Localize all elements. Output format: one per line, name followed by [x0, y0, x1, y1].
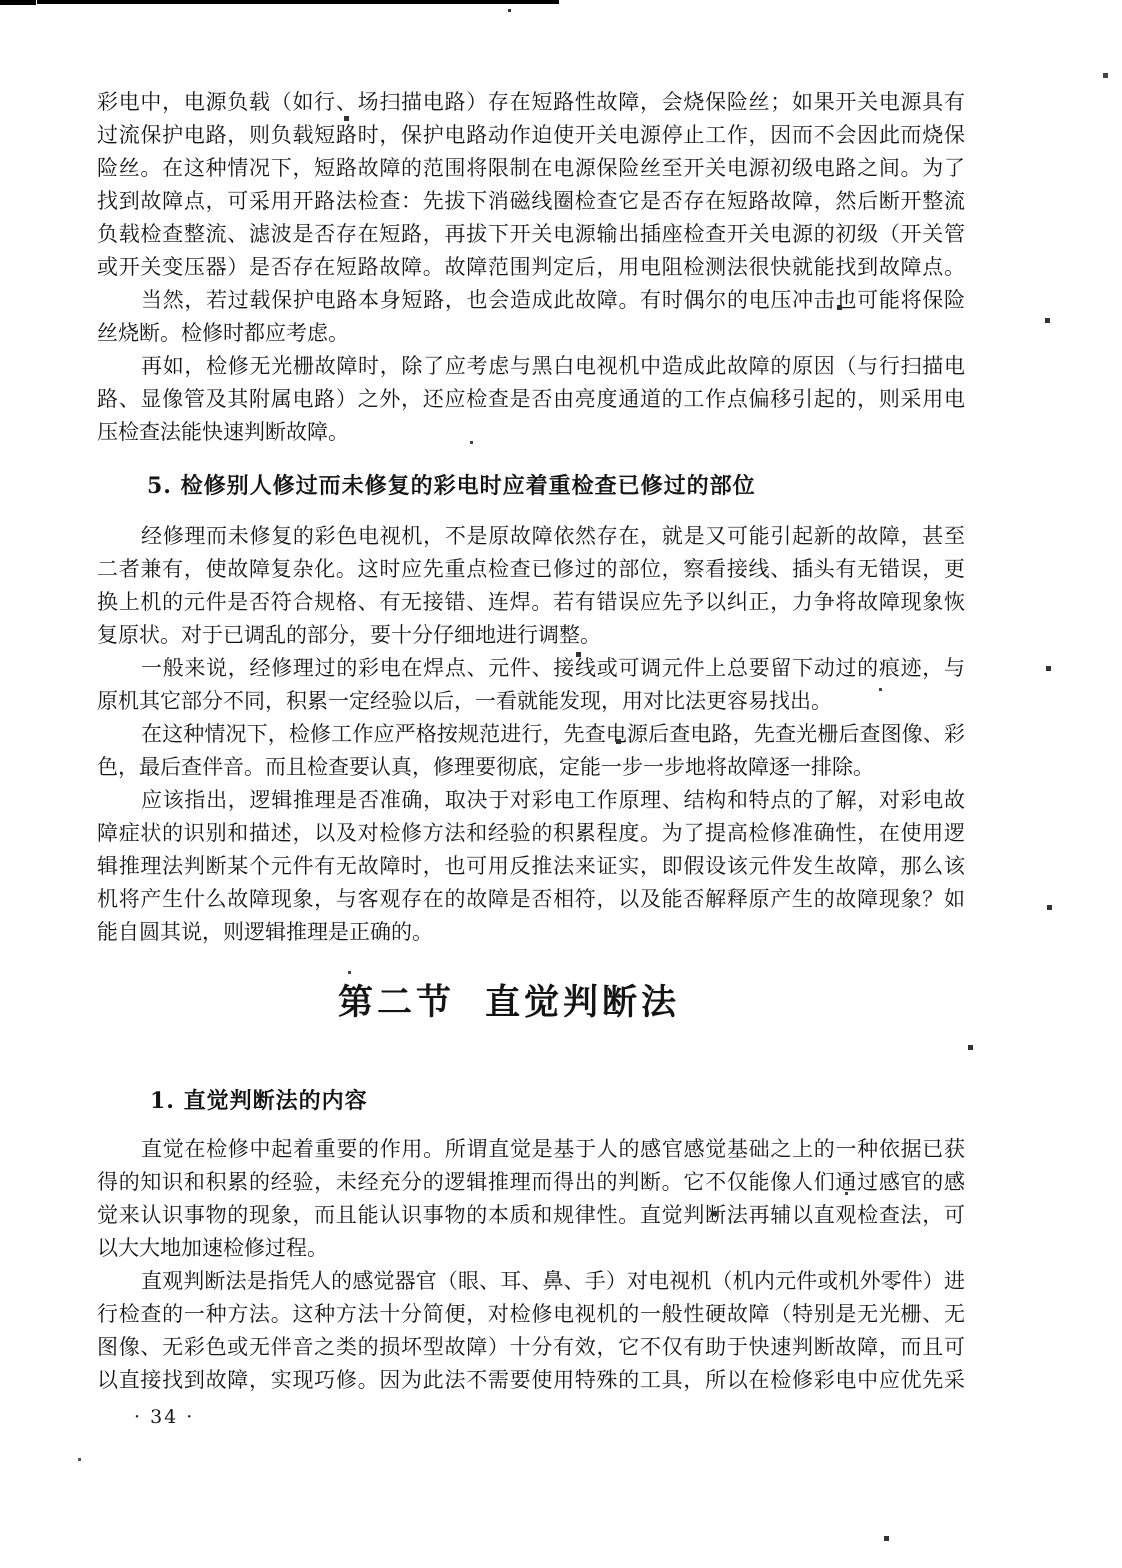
text-line: 一般来说，经修理过的彩电在焊点、元件、接线或可调元件上总要留下动过的痕迹，与 — [141, 656, 965, 680]
text-line: 觉来认识事物的现象，而且能认识事物的本质和规律性。直觉判断法再辅以直观检查法，可 — [97, 1203, 965, 1227]
paragraph — [97, 284, 965, 350]
text-flow — [97, 86, 965, 1397]
text-line: 压检查法能快速判断故障。 — [97, 420, 349, 444]
text-line: 丝烧断。检修时都应考虑。 — [97, 321, 349, 345]
section-title-number: 第二节 — [337, 982, 455, 1023]
text-line: 或开关变压器）是否存在短路故障。故障范围判定后，用电阻检测法很快就能找到故障点。 — [97, 255, 965, 279]
text-line: 直觉在检修中起着重要的作用。所谓直觉是基于人的感官感觉基础之上的一种依据已获 — [141, 1137, 965, 1161]
text-line: 应该指出，逻辑推理是否准确，取决于对彩电工作原理、结构和特点的了解，对彩电故 — [141, 788, 965, 812]
text-line: 色，最后查伴音。而且检查要认真，修理要彻底，定能一步一步地将故障逐一排除。 — [97, 755, 874, 779]
text-line: 得的知识和积累的经验，未经充分的逻辑推理而得出的判断。它不仅能像人们通过感官的感 — [97, 1170, 965, 1194]
text-line: 图像、无彩色或无伴音之类的损坏型故障）十分有效，它不仅有助于快速判断故障，而且可 — [97, 1335, 965, 1359]
text-line: 以大大地加速检修过程。 — [97, 1236, 328, 1260]
text-line: 负载检查整流、滤波是否存在短路，再拔下开关电源输出插座检查开关电源的初级（开关管 — [97, 222, 965, 246]
scan-edge-mark — [37, 0, 213, 4]
scan-noise — [0, 0, 3, 3]
text-line: 机将产生什么故障现象，与客观存在的故障是否相符，以及能否解释原产生的故障现象？如 — [97, 887, 965, 911]
paragraph — [97, 652, 965, 718]
numbered-heading: 5. 检修别人修过而未修复的彩电时应着重检查已修过的部位 — [147, 473, 756, 499]
page-number: · 34 · — [134, 1406, 195, 1428]
text-line: 换上机的元件是否符合规格、有无接错、连焊。若有错误应先予以纠正，力争将故障现象恢 — [97, 590, 965, 614]
text-line: 再如，检修无光栅故障时，除了应考虑与黑白电视机中造成此故障的原因（与行扫描电 — [141, 354, 965, 378]
paragraph — [97, 350, 965, 449]
scan-edge-mark — [213, 0, 394, 4]
text-line: 险丝。在这种情况下，短路故障的范围将限制在电源保险丝至开关电源初级电路之间。为了 — [97, 156, 965, 180]
paragraph — [97, 784, 965, 949]
text-line: 行检查的一种方法。这种方法十分简便，对检修电视机的一般性硬故障（特别是无光栅、无 — [97, 1302, 965, 1326]
paragraph — [97, 86, 965, 284]
text-line: 辑推理法判断某个元件有无故障时，也可用反推法来证实，即假设该元件发生故障，那么该 — [97, 854, 965, 878]
paragraph — [97, 520, 965, 652]
text-line: 原机其它部分不同，积累一定经验以后，一看就能发现，用对比法更容易找出。 — [97, 689, 832, 713]
scan-edge-mark — [0, 0, 36, 5]
text-line: 彩电中，电源负载（如行、场扫描电路）存在短路性故障，会烧保险丝；如果开关电源具有 — [97, 90, 965, 114]
text-line: 障症状的识别和描述，以及对检修方法和经验的积累程度。为了提高检修准确性，在使用逻 — [97, 821, 965, 845]
text-line: 经修理而未修复的彩色电视机，不是原故障依然存在，就是又可能引起新的故障，甚至 — [141, 524, 965, 548]
text-line: 路、显像管及其附属电路）之外，还应检查是否由亮度通道的工作点偏移引起的，则采用电 — [97, 387, 965, 411]
text-line: 以直接找到故障，实现巧修。因为此法不需要使用特殊的工具，所以在检修彩电中应优先采 — [97, 1368, 965, 1392]
section-title-text: 直觉判断法 — [485, 982, 681, 1023]
text-line: 在这种情况下，检修工作应严格按规范进行，先查电源后查电路，先查光栅后查图像、彩 — [141, 722, 965, 746]
text-line: 能自圆其说，则逻辑推理是正确的。 — [97, 920, 433, 944]
text-line: 过流保护电路，则负载短路时，保护电路动作迫使开关电源停止工作，因而不会因此而烧保 — [97, 123, 965, 147]
paragraph — [97, 1133, 965, 1265]
text-line: 当然，若过载保护电路本身短路，也会造成此故障。有时偶尔的电压冲击也可能将保险 — [141, 288, 965, 312]
numbered-sub-heading: 1. 直觉判断法的内容 — [150, 1088, 368, 1114]
text-line: 直观判断法是指凭人的感觉器官（眼、耳、鼻、手）对电视机（机内元件或机外零件）进 — [141, 1269, 965, 1293]
paragraph — [97, 718, 965, 784]
paragraph — [97, 1265, 965, 1397]
section-title — [75, 979, 943, 1027]
scan-edge-mark — [394, 0, 559, 4]
text-line: 找到故障点，可采用开路法检查：先拔下消磁线圈检查它是否存在短路故障，然后断开整流 — [97, 189, 965, 213]
text-line: 复原状。对于已调乱的部分，要十分仔细地进行调整。 — [97, 623, 601, 647]
text-line: 二者兼有，使故障复杂化。这时应先重点检查已修过的部位，察看接线、插头有无错误，更 — [97, 557, 965, 581]
